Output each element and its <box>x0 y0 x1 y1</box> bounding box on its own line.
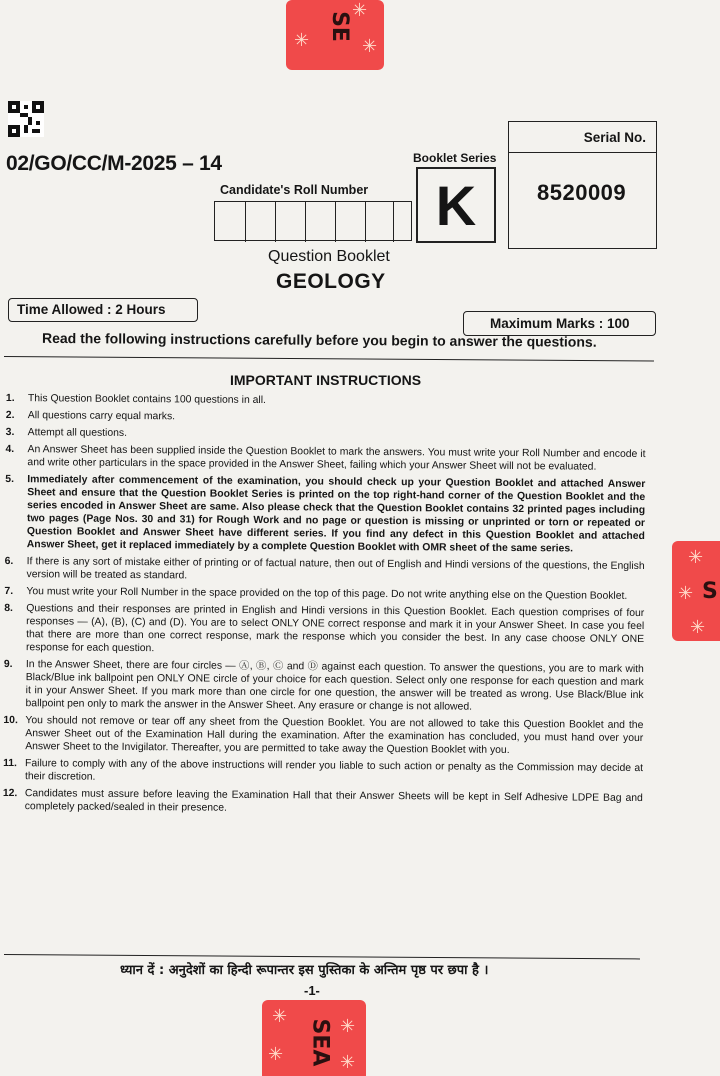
right-seal-sticker <box>672 541 720 641</box>
instructions-list <box>3 392 646 822</box>
booklet-series-label: Booklet Series <box>413 151 497 165</box>
serial-number-value: 8520009 <box>537 180 627 205</box>
star-icon: ✳ <box>268 1044 284 1065</box>
bottom-seal-sticker <box>262 1000 366 1076</box>
seal-text: SE <box>326 11 352 42</box>
qr-code <box>8 101 44 137</box>
instruction-item: 9. In the Answer Sheet, there are four circles — Ⓐ, Ⓑ, Ⓒ and Ⓓ against each question. To answer the questions, you are to mark with Black/Blue ink ballpoint pen ONLY ONE circle of your choice for each question. Select only one response for each question and mark it in your Answer Sheet. If you mark more than one circle for one question, the answer will be treated as wrong. Use Black/Blue ink ballpoint pen only to mark the answer in the Answer Sheet. Any erasure or change is not allowed. <box>3 658 644 713</box>
star-icon: ✳ <box>352 0 368 21</box>
roll-number-boxes[interactable] <box>214 201 412 241</box>
intro-text: Read the following instructions carefully before you begin to answer the questions. <box>41 329 597 350</box>
star-icon: ✳ <box>340 1052 356 1073</box>
instructions-title: IMPORTANT INSTRUCTIONS <box>230 372 422 388</box>
maximum-marks: Maximum Marks : 100 <box>490 316 630 331</box>
star-icon: ✳ <box>340 1016 356 1037</box>
star-icon: ✳ <box>272 1006 288 1027</box>
seal-text: SEA <box>307 1018 333 1067</box>
hindi-note: ध्यान दें : अनुदेशों का हिन्दी रूपान्तर इस पुस्तिका के अन्तिम पृष्ठ पर छपा है । <box>120 963 489 978</box>
roll-number-label: Candidate's Roll Number <box>220 183 369 197</box>
instruction-item: 11. Failure to comply with any of the above instructions will render you liable to such action or penalty as the Commission may decide at their discretion. <box>3 757 644 783</box>
instruction-item: 10. You should not remove or tear off any sheet from the Question Booklet. You are not allowed to take this Question Booklet and the Answer Sheet out of the Examination Hall during the examination. After the examination has concluded, you must hand over your Answer Sheet to the Invigilator. Thereafter, you are permitted to take away the Question Booklet with you. <box>3 714 644 756</box>
subject-title: GEOLOGY <box>276 270 386 293</box>
instruction-item: 8. Questions and their responses are printed in English and Hindi versions in this Question Booklet. Each question comprises of four responses — (A), (B), (C) and (D). You are to select ONLY ONE correct response and mark it in your Answer Sheet. In case you feel that there are more than one correct response, mark the response which you consider the best. In any case choose ONLY ONE response for each question. <box>4 602 645 655</box>
serial-number-label-row <box>509 122 656 153</box>
star-icon: ✳ <box>678 583 694 604</box>
seal-text: S <box>702 579 718 604</box>
instruction-item: 12. Candidates must assure before leaving the Examination Hall that their Answer Sheets will be kept in Self Adhesive LDPE Bag and completely packed/sealed in their presence. <box>2 787 643 814</box>
page-number: -1- <box>304 983 320 998</box>
time-allowed-box <box>8 298 198 322</box>
star-icon: ✳ <box>362 36 378 57</box>
instruction-item: 4. An Answer Sheet has been supplied inside the Question Booklet to mark the answers. You must write your Roll Number and encode it and write other particulars in the space provided in the Answer Sheet, failing which your Answer Sheet will not be evaluated. <box>5 443 646 473</box>
top-seal-sticker <box>286 0 384 70</box>
footer-divider <box>4 954 640 959</box>
instruction-item: 5. Immediately after commencement of the examination, you should check up your Question Booklet and attached Answer Sheet and ensure that the Question Booklet Series is printed on the top right-hand corner of the Question Booklet and the series encoded in Answer Sheet are same. Also please check that the Question Booklet contains 32 printed pages including two pages (Page Nos. 30 and 31) for Rough Work and no page or question is missing or unprinted or torn or repeated or Question Booklet and Answer Sheet have different series. If you find any defect in this Question Booklet and attached Answer Sheet, get it replaced immediately by a complete Question Booklet with OMR sheet of the same series. <box>5 473 646 555</box>
star-icon: ✳ <box>294 30 310 51</box>
booklet-series-value: K <box>435 173 477 237</box>
star-icon: ✳ <box>688 547 704 568</box>
time-allowed: Time Allowed : 2 Hours <box>17 302 166 317</box>
instruction-item: 6. If there is any sort of mistake either of printing or of factual nature, then out of English and Hindi versions of the questions, the English version will be treated as standard. <box>4 555 645 582</box>
instruction-item: 1. This Question Booklet contains 100 questions in all. <box>5 392 266 407</box>
intro-divider <box>4 356 654 362</box>
booklet-series-box <box>416 167 496 243</box>
booklet-code: 02/GO/CC/M-2025 – 14 <box>6 152 222 175</box>
instruction-item: 2. All questions carry equal marks. <box>5 409 176 423</box>
serial-number-label: Serial No. <box>583 129 646 145</box>
question-booklet-title: Question Booklet <box>268 248 390 265</box>
instruction-item: 7. You must write your Roll Number in the space provided on the top of this page. Do not write anything else on the Question Booklet. <box>4 585 628 602</box>
instruction-item: 3. Attempt all questions. <box>5 426 128 439</box>
serial-number-box <box>508 121 657 249</box>
star-icon: ✳ <box>690 617 706 638</box>
